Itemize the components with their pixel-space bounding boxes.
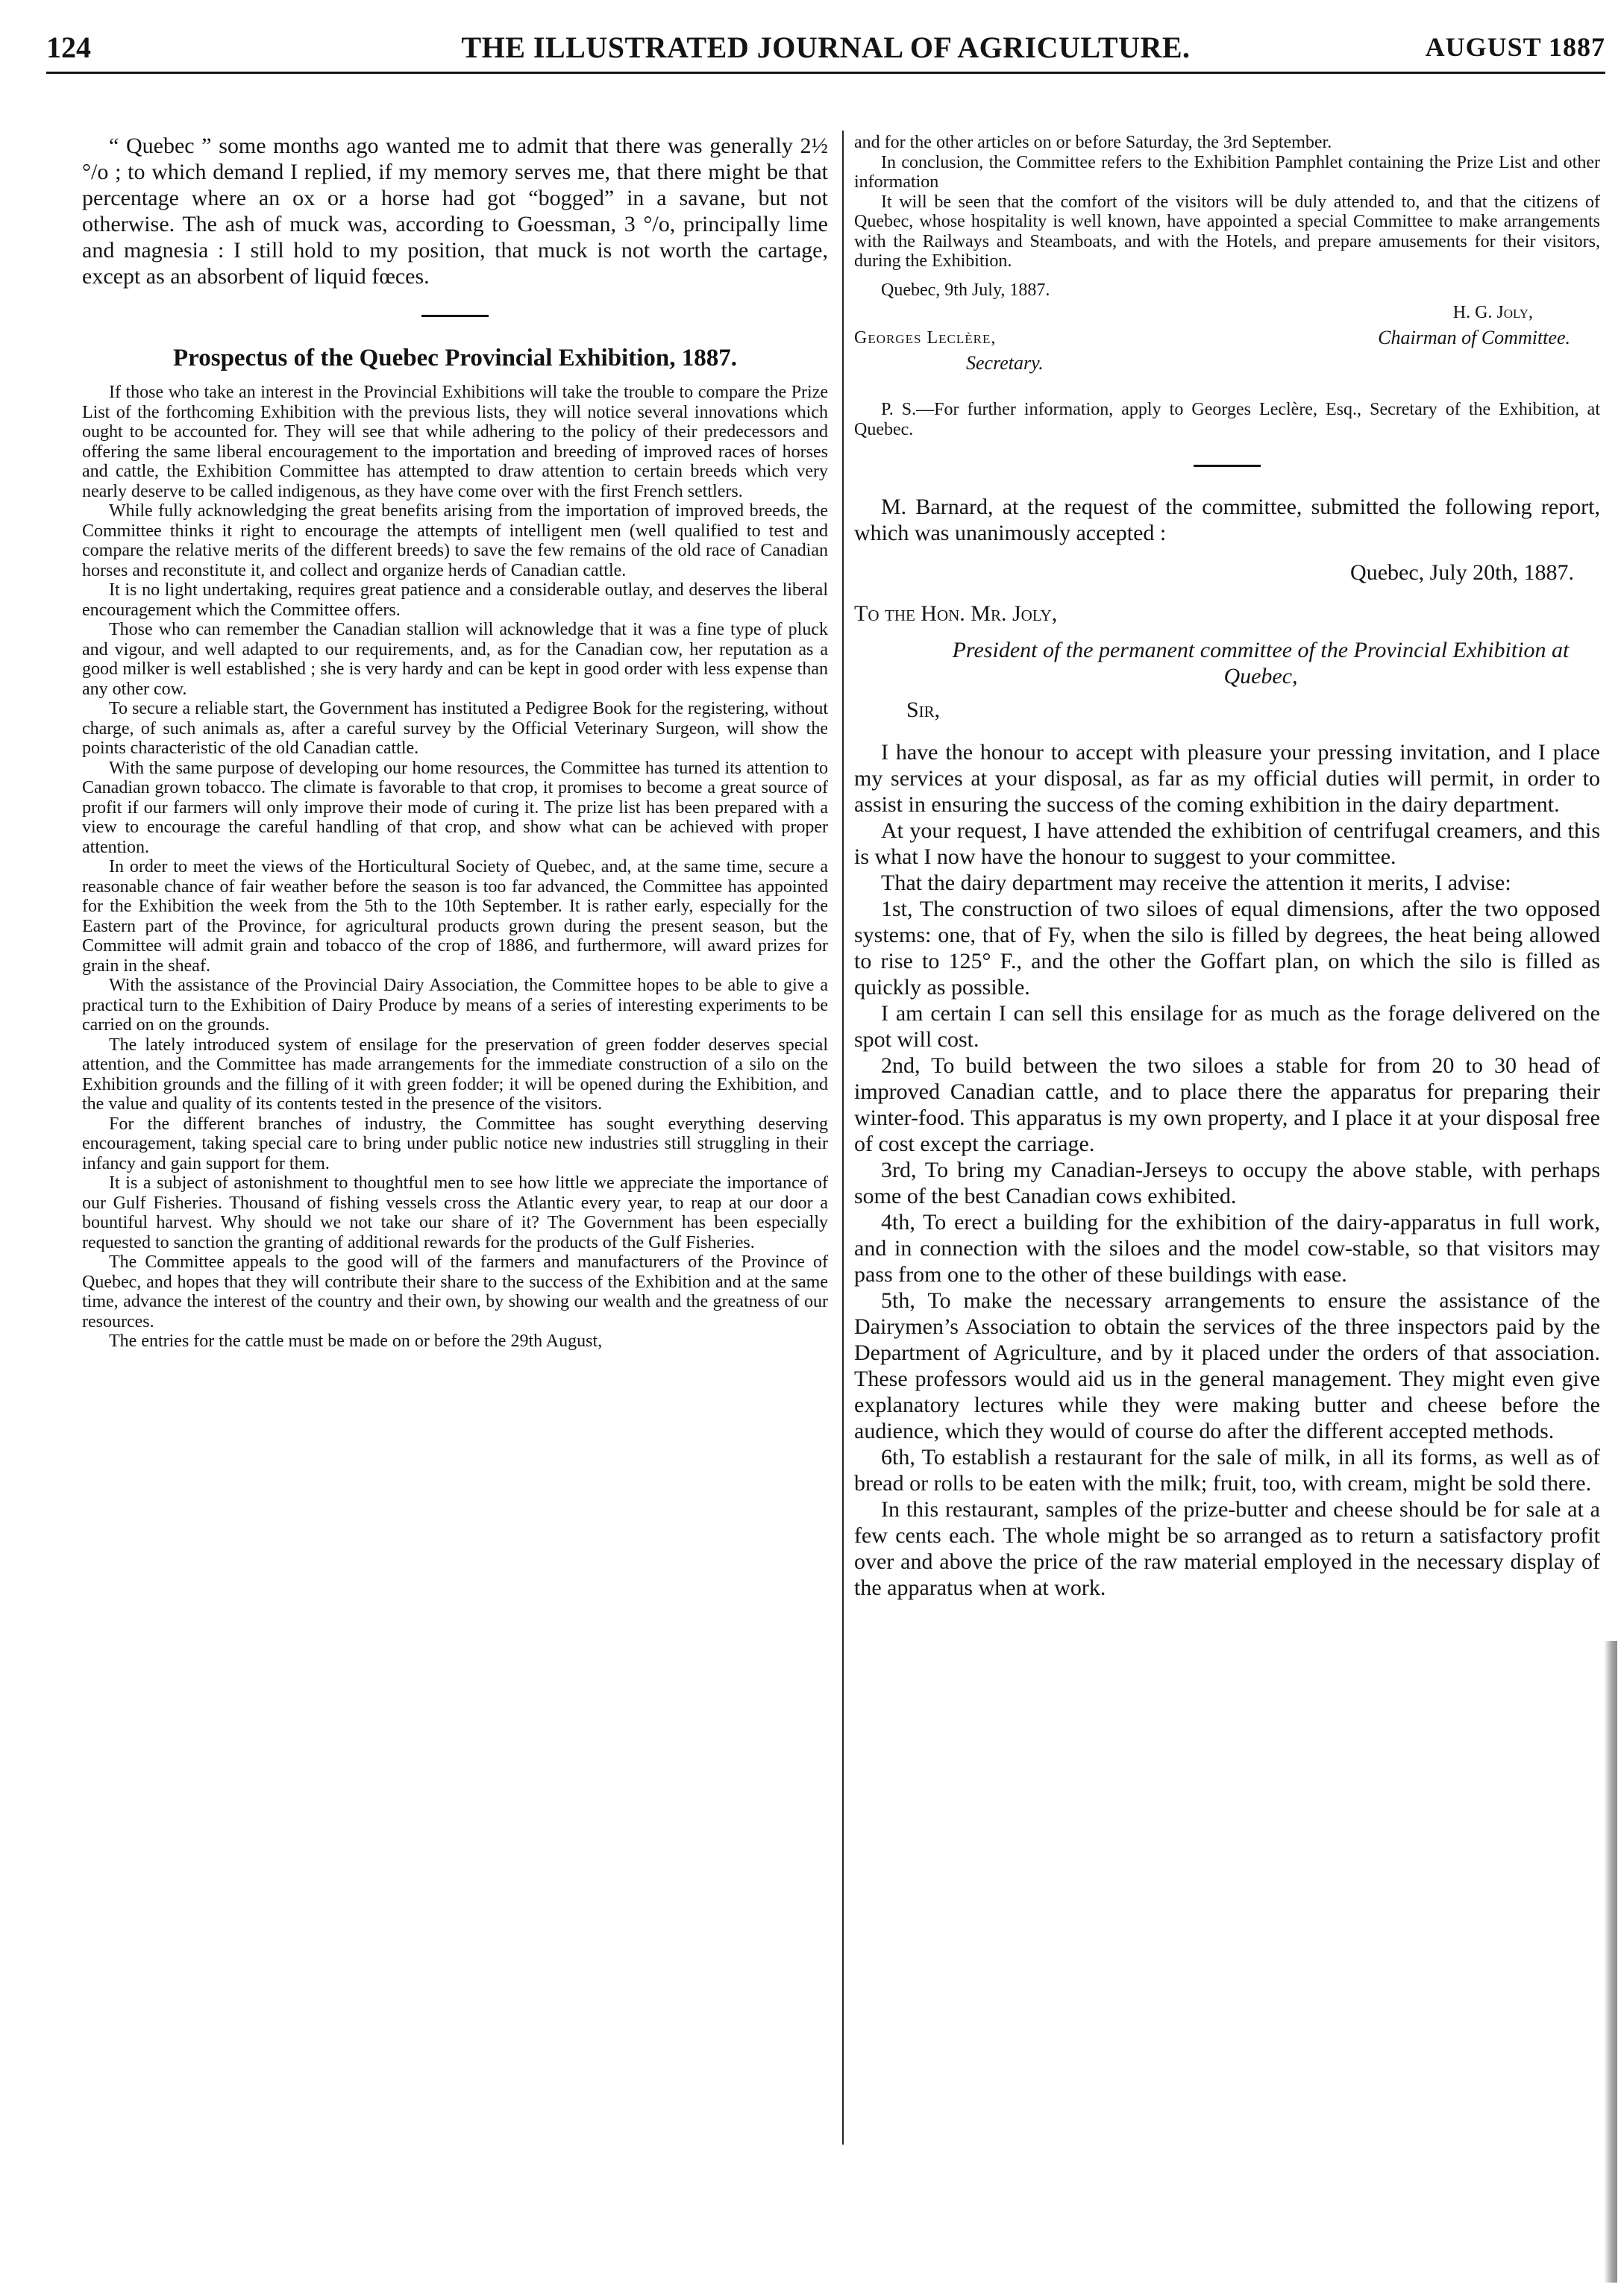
signature-date: Quebec, 9th July, 1887. [881, 280, 1050, 300]
signature-block [854, 303, 1600, 400]
addressee-title: President of the permanent committee of the Provincial Exhibition at Quebec, [952, 638, 1570, 689]
report-paragraph: In this restaurant, samples of the prize-butter and cheese should be for sale at a few cents each. The whole might be so arranged as to return a satisfactory profit over and above the price of the raw material employed in the necessary display of the apparatus when at work. [854, 1497, 1600, 1600]
page-edge-shadow [1604, 1641, 1617, 2283]
report-paragraph: 3rd, To bring my Canadian-Jerseys to occupy the above stable, with perhaps some of the best Canadian cows exhibited. [854, 1158, 1600, 1208]
page-number: 124 [46, 31, 91, 64]
report-date: Quebec, July 20th, 1887. [1350, 560, 1574, 585]
prospectus-paragraph: With the same purpose of developing our home resources, the Committee has turned its attention to Canadian grown tobacco. The climate is favorable to that crop, it promises to become a great source of profit if our farmers will only improve their mode of curing it. The prize list has been prepared with a view to encourage the careful handling of that crop, and show what can be achieved with proper attention. [82, 758, 828, 857]
continued-paragraph: and for the other articles on or before Saturday, the 3rd September. [854, 133, 1332, 152]
report-paragraph: 1st, The construction of two siloes of equal dimensions, after the two opposed systems: one, that of Fy, when the silo is filled by degrees, the heat being allowed to rise to 125° F., and the other the Goffart plan, on which the silo is filled as quickly as possible. [854, 897, 1600, 1000]
prospectus-paragraph: For the different branches of industry, the Committee has sought everything deserving encouragement, taking special care to bring under public notice new industries still struggling in their infancy and gain support for them. [82, 1114, 828, 1173]
section-rule [421, 315, 489, 317]
salutation: Sir, [906, 697, 941, 722]
conclusion-paragraph: In conclusion, the Committee refers to the Exhibition Pamphlet containing the Prize List and other information [854, 152, 1600, 192]
report-paragraph: 4th, To erect a building for the exhibition of the dairy-apparatus in full work, and in connection with the siloes and the model cow-stable, so that visitors may pass from one to the other of these buildings with ease. [854, 1210, 1600, 1287]
report-paragraph: 2nd, To build between the two siloes a stable for from 20 to 30 head of improved Canadian cattle, and to place there the apparatus for preparing their winter-food. This apparatus is my own property, and I place it at your disposal free of cost except the carriage. [854, 1053, 1600, 1156]
signatory-joly: H. G. Joly, [1452, 303, 1533, 322]
issue-date: AUGUST 1887 [1425, 32, 1605, 62]
prospectus-paragraph: Those who can remember the Canadian stallion will acknowledge that it was a fine type of pluck and vigour, and well adapted to our requirements, and, as for the Canadian cow, her reputation as a good milker is well established ; she is very hardy and can be kept in good order with less expense than any other cow. [82, 620, 828, 699]
section-rule [1194, 465, 1261, 467]
prospectus-paragraph: The Committee appeals to the good will of the farmers and manufacturers of the Province of Quebec, and hopes that they will contribute their share to the success of the Exhibition and at the same time, advance the interest of the country and their own, by showing our wealth and the greatness of our resources. [82, 1252, 828, 1332]
report-paragraph: That the dairy department may receive the attention it merits, I advise: [881, 871, 1511, 895]
prospectus-paragraph: In order to meet the views of the Horticultural Society of Quebec, and, at the same time, secure a reasonable chance of fair weather before the season is too far advanced, the Committee has appointed for the Exhibition the week from the 5th to the 10th September. It is rather early, especially for the Eastern part of the Province, for agricultural products grown during the present season, but the Committee will admit grain and tobacco of the crop of 1886, and furthermore, will award prizes for grain in the sheaf. [82, 857, 828, 976]
report-paragraph: 6th, To establish a restaurant for the sale of milk, in all its forms, as well as of bread or rolls to be eaten with the milk; fruit, too, with cream, might be sold there. [854, 1445, 1600, 1496]
prospectus-paragraph: The lately introduced system of ensilage for the preservation of green fodder deserves special attention, and the Committee has made arrangements for the immediate construction of a silo on the Exhibition grounds and the filling of it with green fodder; it will be opened during the Exhibition, and the value and quality of its contents tested in the presence of the visitors. [82, 1035, 828, 1114]
report-paragraph: At your request, I have attended the exhibition of centrifugal creamers, and this is what I now have the honour to suggest to your committee. [854, 818, 1600, 869]
prospectus-paragraph: It is a subject of astonishment to thoughtful men to see how little we appreciate the importance of our Gulf Fisheries. Thousand of fishing vessels cross the Atlantic every year, to reap at our door a bountiful harvest. Why should we not take our share of it? The Government has been especially requested to sanction the granting of additional rewards for the products of the Gulf Fisheries. [82, 1173, 828, 1252]
comfort-paragraph: It will be seen that the comfort of the visitors will be duly attended to, and that the citizens of Quebec, whose hospitality is well known, have appointed a special Committee to make arrangements with the Railways and Steamboats, and with the Hotels, and prepare amusements for their visitors, during the Exhibition. [854, 192, 1600, 271]
secretary-title: Secretary. [966, 352, 1044, 374]
prospectus-paragraph: With the assistance of the Provincial Dairy Association, the Committee hopes to be able to give a practical turn to the Exhibition of Dairy Produce by means of a series of interesting experiments to be carried on on the grounds. [82, 976, 828, 1035]
right-column [854, 133, 1600, 1601]
page-header [46, 30, 1605, 75]
signatory-leclere: Georges Leclère, [854, 328, 997, 348]
header-rule [46, 72, 1605, 74]
report-intro: M. Barnard, at the request of the committee, submitted the following report, which was unanimously accepted : [854, 495, 1600, 545]
report-paragraph: I have the honour to accept with pleasure your pressing invitation, and I place my services at your disposal, as far as my official duties will permit, in order to assist in ensuring the success of the coming exhibition in the dairy department. [854, 740, 1600, 817]
prospectus-paragraph: It is no light undertaking, requires great patience and a considerable outlay, and deserves the liberal encouragement which the Committee offers. [82, 580, 828, 620]
prospectus-paragraph: If those who take an interest in the Provincial Exhibitions will take the trouble to compare the Prize List of the forthcoming Exhibition with the previous lists, they will notice several innovations which ought to be accounted for. They will see that while adhering to the policy of their predecessors and offering the same liberal encouragement to the importation and breeding of improved races of horses and cattle, the Exhibition Committee has attempted to draw attention to certain breeds which very nearly deserve to be called indigenous, as they have come over with the first French settlers. [82, 383, 828, 501]
postscript: P. S.—For further information, apply to Georges Leclère, Esq., Secretary of the Exhibition, at Quebec. [854, 400, 1600, 439]
prospectus-paragraph: While fully acknowledging the great benefits arising from the importation of improved breeds, the Committee thinks it right to encourage the attempts of intelligent men (well qualified to test and compare the relative merits of the different breeds) to save the few remains of the old race of Canadian horses and reconstitute it, and collect and organize herds of Canadian cattle. [82, 501, 828, 580]
report-paragraph: 5th, To make the necessary arrangements to ensure the assistance of the Dairymen’s Association to obtain the services of the three inspectors paid by the Department of Agriculture, and by it placed under the orders of that association. These professors would aid us in the general management. They might even give explanatory lectures while they were making butter and cheese before the audience, which they would of course do after the different accepted methods. [854, 1288, 1600, 1443]
report-paragraph: I am certain I can sell this ensilage for as much as the forage delivered on the spot will cost. [854, 1001, 1600, 1052]
prospectus-paragraph: To secure a reliable start, the Government has instituted a Pedigree Book for the registering, without charge, of such animals as, after a careful survey by the Official Veterinary Surgeon, will show the points characteristic of the old Canadian cattle. [82, 699, 828, 758]
column-divider [842, 131, 844, 2145]
intro-paragraph: “ Quebec ” some months ago wanted me to admit that there was generally 2½ °/o ; to which demand I replied, if my memory serves me, that there might be that percentage where an ox or a horse had got “bogged” in a savane, but not otherwise. The ash of muck was, according to Goessman, 3 °/o, principally lime and magnesia : I still hold to my position, that muck is not worth the cartage, except as an absorbent of liquid fœces. [82, 134, 828, 289]
left-column [82, 133, 828, 1352]
prospectus-title: Prospectus of the Quebec Provincial Exhibition, 1887. [173, 345, 737, 371]
prospectus-paragraph: The entries for the cattle must be made on or before the 29th August, [109, 1332, 603, 1351]
report-addressee: To the Hon. Mr. Joly, [854, 601, 1058, 626]
chairman-title: Chairman of Committee. [1378, 327, 1570, 348]
journal-title: THE ILLUSTRATED JOURNAL OF AGRICULTURE. [461, 31, 1191, 64]
